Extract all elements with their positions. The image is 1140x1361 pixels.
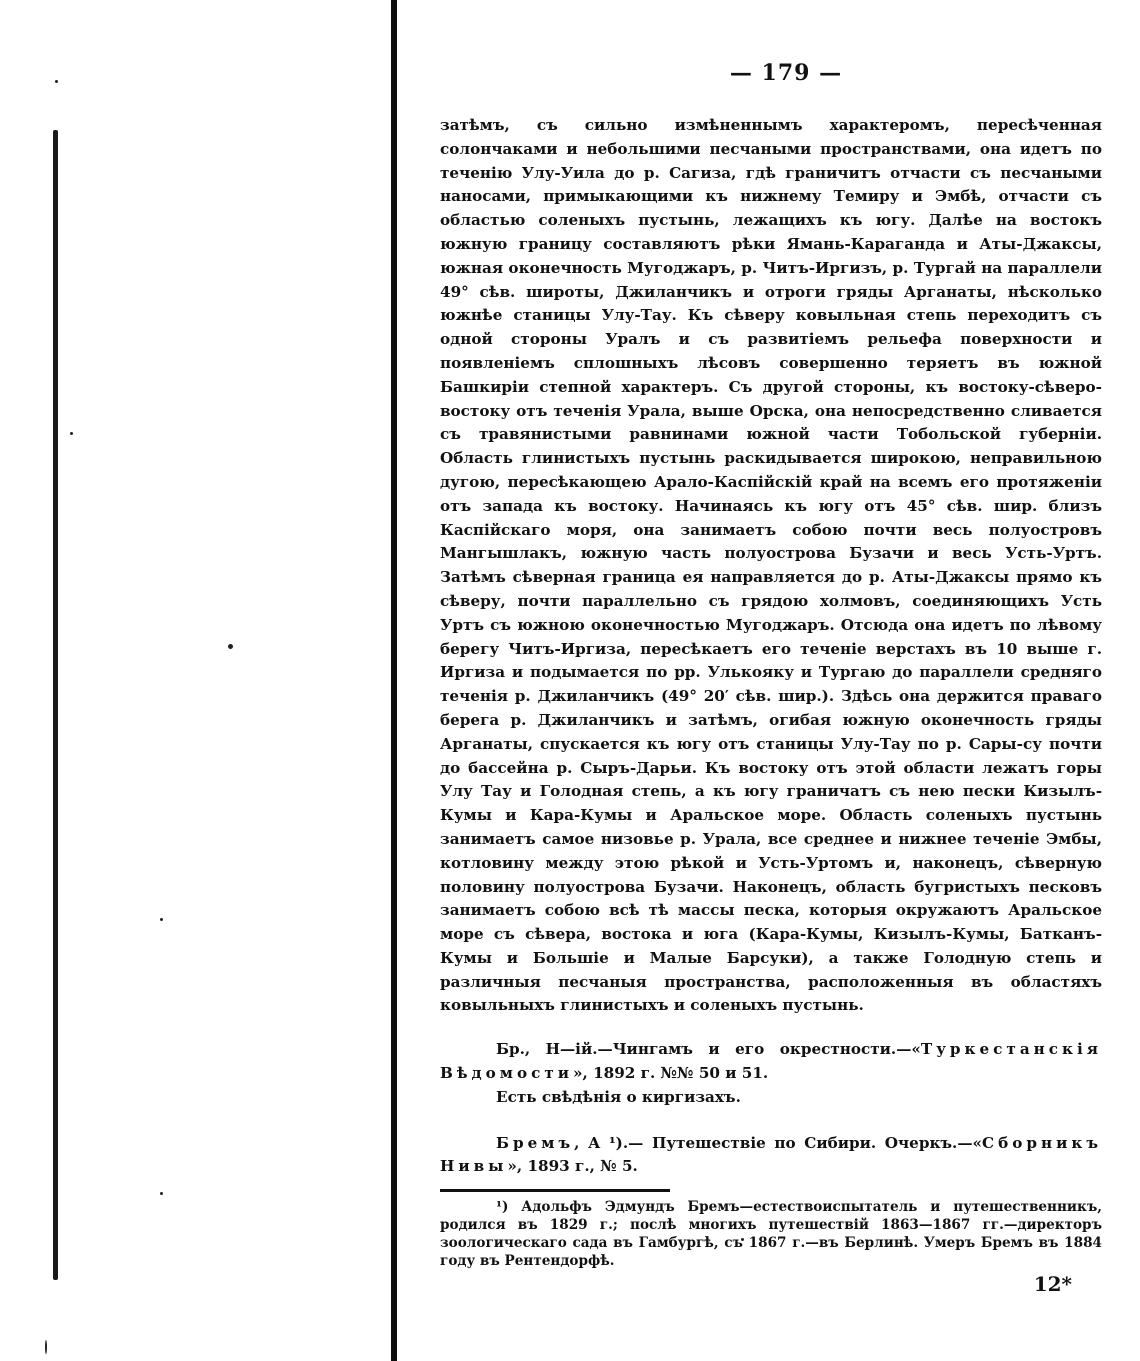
footnote-rule — [440, 1189, 670, 1192]
scan-speck — [228, 644, 233, 649]
bibliography — [440, 1038, 1102, 1179]
journal-title: Туркестанскія Вѣдомости — [440, 1040, 1102, 1083]
entry-suffix: », 1893 г., № 5. — [507, 1157, 638, 1176]
scan-speck — [160, 1192, 163, 1195]
book-page — [440, 60, 1102, 1296]
journal-title: Сборникъ Нивы — [440, 1133, 1102, 1176]
scan-speck — [70, 432, 73, 435]
page-number: — 179 — — [729, 60, 843, 86]
signature-mark: 12* — [1033, 1272, 1072, 1297]
entry-suffix: », 1892 г. №№ 50 и 51. — [573, 1064, 769, 1083]
bibliography-entry — [440, 1038, 1102, 1086]
scan-speck — [45, 1340, 47, 1354]
bibliography-entry — [440, 1132, 1102, 1180]
scan-speck — [160, 918, 163, 921]
bibliography-note: Есть свѣдѣнія о киргизахъ. — [496, 1087, 741, 1106]
scan-edge-mark — [53, 130, 58, 1280]
scan-speck — [55, 80, 58, 83]
binding-edge — [391, 0, 397, 1361]
author-name: Бремъ — [496, 1133, 575, 1152]
main-paragraph: затѣмъ, съ сильно измѣненнымъ характеромъ, пересѣченная солончаками и небольшими песчаными пространствами, она идетъ по теченію Улу-Уила до р. Сагиза, гдѣ граничитъ отчасти съ песчаными наносами, примыкающими къ нижнему Темиру и Эмбѣ, отчасти съ областью соленыхъ пустынь, лежащихъ къ югу. Далѣе на востокъ южную границу составляютъ рѣки Ямань-Карагандa и Аты-Джаксы, южная оконечность Мугоджаръ, р. Читъ-Иргизъ, р. Тургай на параллели 49° сѣв. широты, Джиланчикъ и отроги гряды Арганаты, нѣсколько южнѣе станицы Улу-Тау. Къ сѣверу ковыльная степь переходитъ съ одной стороны Уралъ и съ развитіемъ рельефа поверхности и появленіемъ сплошныхъ лѣсовъ совершенно теряетъ въ южной Башкиріи степной характеръ. Съ другой стороны, къ востоку-сѣверо-востоку отъ теченія Урала, выше Орска, она непосредственно сливается съ травянистыми равнинами южной части Тобольской губерніи. Область глинистыхъ пустынь раскидывается широкою, неправильною дугою, пересѣкающею Арало-Каспійскій край на всемъ его протяженіи отъ запада къ востоку. Начинаясь къ югу отъ 45° сѣв. шир. близъ Каспійскаго моря, она занимаетъ собою почти весь полуостровъ Мангышлакъ, южную часть полуострова Бузачи и весь Усть-Уртъ. Затѣмъ сѣверная граница ея направляется до р. Аты-Джаксы прямо къ сѣверу, почти параллельно съ грядою холмовъ, соединяющихъ Усть Уртъ съ южною оконечностью Мугоджаръ. Отсюда она идетъ по лѣвому берегу Читъ-Иргиза, пересѣкаетъ его теченіе верстахъ въ 10 выше г. Иргиза и подымается по рр. Улькояку и Тургаю до параллели средняго теченія р. Джиланчикъ (49° 20′ сѣв. шир.). Здѣсь она держится праваго берега р. Джиланчикъ и затѣмъ, огибая южную оконечность гряды Арганаты, спускается къ югу отъ станицы Улу-Тау по р. Сары-су почти до бассейна р. Сыръ-Дарьи. Къ востоку отъ этой области лежатъ горы Улу Тау и Голодная степь, а къ югу граничатъ съ нею пески Кизылъ-Кумы и Кара-Кумы и Аральское море. Область соленыхъ пустынь занимаетъ самое низовье р. Урала, все среднее и нижнее теченіе Эмбы, котловину между этою рѣкой и Усть-Уртомъ и, наконецъ, сѣверную половину полуострова Бузачи. Наконецъ, область бугристыхъ песковъ занимаетъ собою всѣ тѣ массы песка, которыя окружаютъ Аральское море съ сѣвера, востока и юга (Кара-Кумы, Кизылъ-Кумы, Батканъ-Кумы и Большіе и Малые Барсуки), а также Голодную степь и различныя песчаныя пространства, расположенныя въ областяхъ ковыльныхъ глинистыхъ и соленыхъ пустынь. — [440, 116, 1102, 1015]
entry-middle: , А ¹).— Путешествіе по Сибири. Очеркъ.—« — [574, 1133, 983, 1152]
entry-prefix: Бр., Н—ій.—Чингамъ и его окрестности.—« — [496, 1040, 921, 1059]
footnote: ¹) Адольфъ Эдмундъ Бремъ—естествоиспытатель и путешественникъ, родился въ 1829 г.; послѣ многихъ путешествій 1863—1867 гг.—директоръ зоологическаго сада въ Гамбургѣ, съ 1867 г.—въ Берлинѣ. Умеръ Бремъ въ 1884 году въ Рентендорфѣ. — [440, 1199, 1102, 1270]
